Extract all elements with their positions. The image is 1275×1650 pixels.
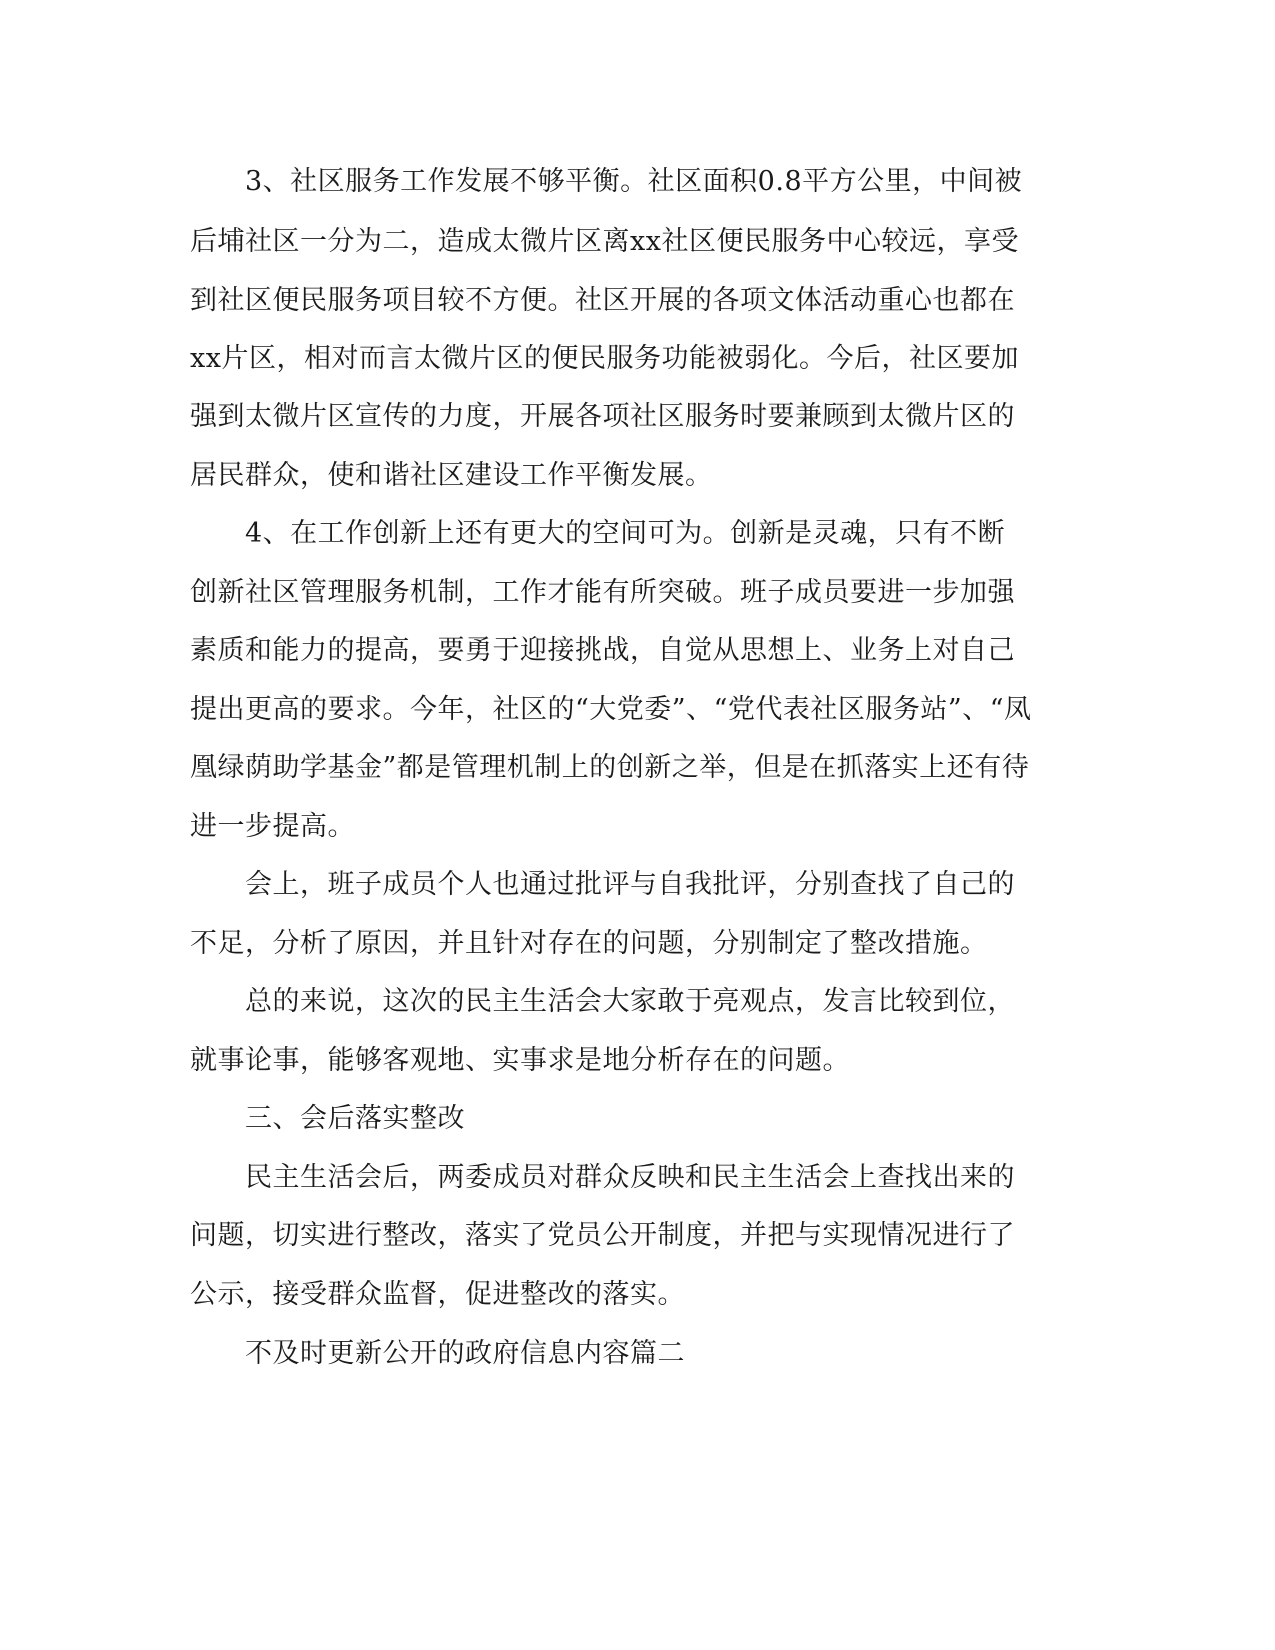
text-line: 到社区便民服务项目较不方便。社区开展的各项文体活动重心也都在 <box>190 285 1015 316</box>
text-line: 公示，接受群众监督，促进整改的落实。 <box>190 1279 685 1310</box>
text-line: 4、在工作创新上还有更大的空间可为。创新是灵魂，只有不断 <box>190 518 1006 549</box>
text-line: 三、会后落实整改 <box>190 1103 465 1134</box>
text-line: 素质和能力的提高，要勇于迎接挑战，自觉从思想上、业务上对自己 <box>190 635 1015 666</box>
text-line: 后埔社区一分为二，造成太微片区离xx社区便民服务中心较远，享受 <box>190 226 1019 257</box>
text-line: 凰绿荫助学基金”都是管理机制上的创新之举，但是在抓落实上还有待 <box>190 752 1030 783</box>
text-line: 问题，切实进行整改，落实了党员公开制度，并把与实现情况进行了 <box>190 1220 1015 1251</box>
text-line: 总的来说，这次的民主生活会大家敢于亮观点，发言比较到位， <box>190 986 1015 1017</box>
text-line: 进一步提高。 <box>190 811 355 842</box>
text-line: 不足，分析了原因，并且针对存在的问题，分别制定了整改措施。 <box>190 928 988 959</box>
text-line: 会上，班子成员个人也通过批评与自我批评，分别查找了自己的 <box>190 869 1015 900</box>
text-line: 提出更高的要求。今年，社区的“大党委”、“党代表社区服务站”、“凤 <box>190 694 1032 725</box>
text-line: 民主生活会后，两委成员对群众反映和民主生活会上查找出来的 <box>190 1162 1015 1193</box>
text-line: 强到太微片区宣传的力度，开展各项社区服务时要兼顾到太微片区的 <box>190 401 1015 432</box>
text-line: xx片区，相对而言太微片区的便民服务功能被弱化。今后，社区要加 <box>190 343 1019 374</box>
text-line: 创新社区管理服务机制，工作才能有所突破。班子成员要进一步加强 <box>190 577 1015 608</box>
text-line: 3、社区服务工作发展不够平衡。社区面积0.8平方公里，中间被 <box>190 166 1023 197</box>
text-line: 就事论事，能够客观地、实事求是地分析存在的问题。 <box>190 1045 850 1076</box>
text-line: 不及时更新公开的政府信息内容篇二 <box>190 1338 685 1369</box>
text-line: 居民群众，使和谐社区建设工作平衡发展。 <box>190 460 713 491</box>
